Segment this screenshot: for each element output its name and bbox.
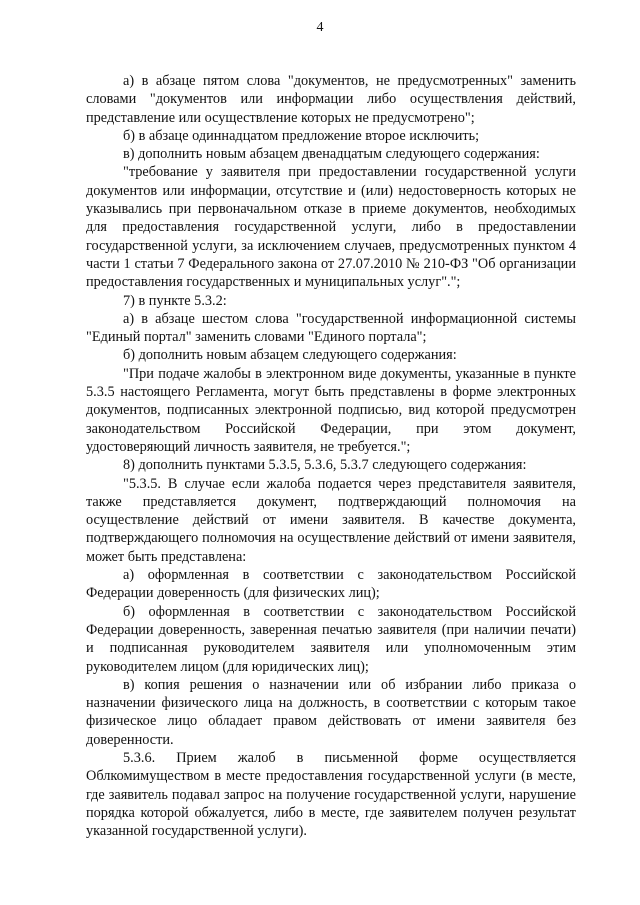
paragraph-b-abzac-11: б) в абзаце одиннадцатом предложение второе исключить; [123,127,480,144]
paragraph-item-8: 8) дополнить пунктами 5.3.5, 5.3.6, 5.3.7 следующего содержания: [123,457,527,474]
paragraph-5-3-5-v: в) копия решения о назначении или об избрании либо приказа о назначении физического лица на должность, в соответствии с которым такое физическое лицо обладает правом действовать от имени заявителя без доверенности. [86,676,576,748]
paragraph-5-3-6: 5.3.6. Прием жалоб в письменной форме осуществляется Облкомимуществом в месте предоставления государственной услуги (в месте, где заявитель подавал запрос на получение государственной услуги, нарушение порядка которой обжалуется, либо в месте, где заявителем получен результат указанной государственной услуги). [86,749,576,840]
page-number: 4 [316,20,324,35]
paragraph-a-abzac-5: а) в абзаце пятом слова "документов, не предусмотренных" заменить словами "документов или информации либо осуществления действий, представление или осуществление которых не предусмотрено"; [86,73,576,126]
paragraph-5-3-5-a: а) оформленная в соответствии с законодательством Российской Федерации доверенность (для физических лиц); [86,567,576,602]
paragraph-v-abzac-12: в) дополнить новым абзацем двенадцатым следующего содержания: [123,146,540,163]
paragraph-requirement-quote: "требование у заявителя при предоставлении государственной услуги документов или информации, отсутствие и (или) недостоверность которых не указывались при первоначальном отказе в приеме документов, необходимых для предоставления государственной услуги, либо в предоставлении государственной услуги, за исключением случаев, предусмотренных пунктом 4 части 1 статьи 7 Федерального закона от 27.07.2010 № 210-ФЗ "Об организации предоставления государственных и муниципальных услуг"."; [86,164,576,291]
paragraph-7b: б) дополнить новым абзацем следующего содержания: [123,347,457,364]
paragraph-5-3-5-b: б) оформленная в соответствии с законодательством Российской Федерации доверенность, заверенная печатью заявителя (при наличии печати) и подписанная руководителем заявителя или уполномоченным этим руководителем лицом (для юридических лиц); [86,603,576,675]
paragraph-5-3-5: "5.3.5. В случае если жалоба подается через представителя заявителя, также представляется документ, подтверждающий полномочия на осуществление действий от имени заявителя. В качестве документа, подтверждающего полномочия на осуществление действий от имени заявителя, может быть представлена: [86,475,576,565]
document-body [86,72,576,840]
paragraph-item-7: 7) в пункте 5.3.2: [123,292,227,309]
paragraph-electronic-complaint-quote: "При подаче жалобы в электронном виде документы, указанные в пункте 5.3.5 настоящего Регламента, могут быть представлены в форме электронных документов, подписанных электронной подписью, вид которой предусмотрен законодательством Российской Федерации, при этом документ, удостоверяющий личность заявителя, не требуется."; [86,365,576,455]
paragraph-7a: а) в абзаце шестом слова "государственной информационной системы "Единый портал" заменить словами "Единого портала"; [86,310,576,346]
